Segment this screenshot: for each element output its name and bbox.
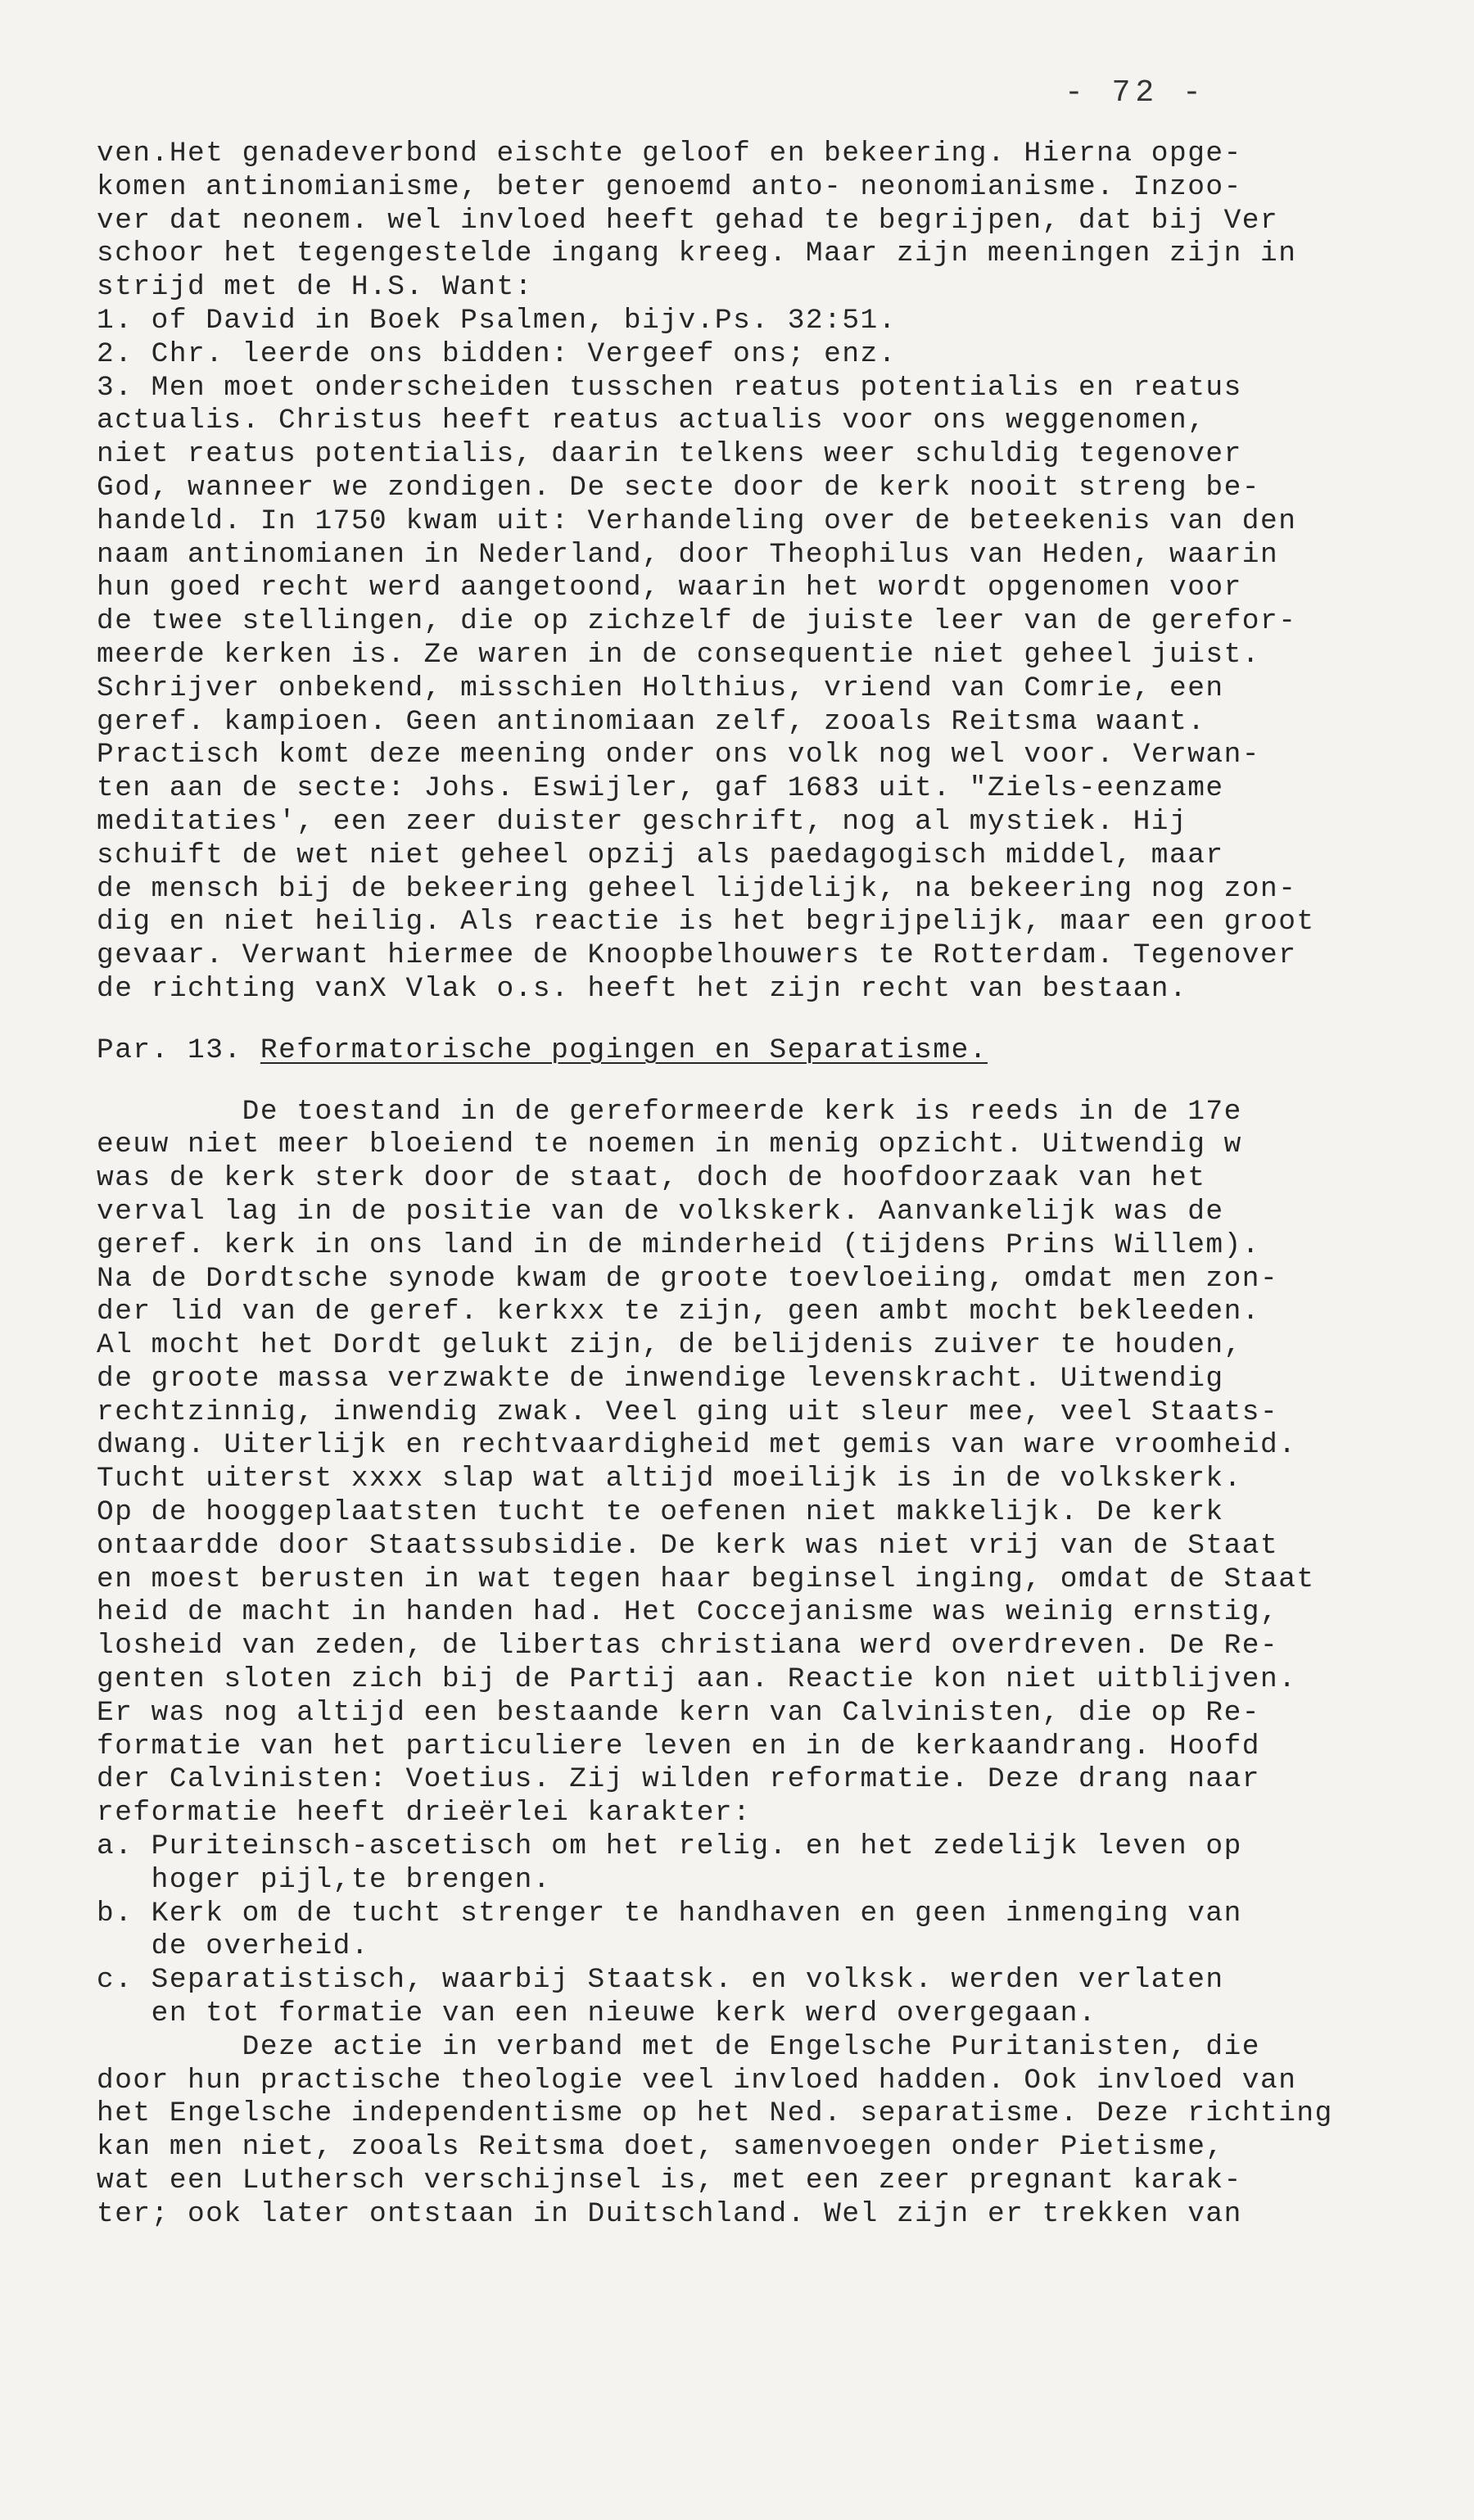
text-line: gevaar. Verwant hiermee de Knoopbelhouwers te Rotterdam. Tegenover [97,939,1297,972]
body-text [97,138,1423,2232]
text-line: Deze actie in verband met de Engelsche Puritanisten, die [97,2030,1261,2063]
text-line: en moest berusten in wat tegen haar beginsel inging, omdat de Staat [97,1563,1315,1595]
paragraph-antinomianism [97,138,1423,1007]
text-line: Schrijver onbekend, misschien Holthius, vriend van Comrie, een [97,672,1224,704]
text-line: was de kerk sterk door de staat, doch de hoofdoorzaak van het [97,1162,1206,1195]
text-line: heid de macht in handen had. Het Coccejanisme was weinig ernstig, [97,1596,1279,1629]
text-line: God, wanneer we zondigen. De secte door de kerk nooit streng be- [97,471,1261,504]
text-line: Na de Dordtsche synode kwam de groote toevloeiing, omdat men zon- [97,1262,1279,1295]
text-line: meditaties', een zeer duister geschrift, nog al mystiek. Hij [97,805,1188,838]
text-line: 1. of David in Boek Psalmen, bijv.Ps. 32:51. [97,304,897,337]
text-line: a. Puriteinsch-ascetisch om het relig. en het zedelijk leven op [97,1830,1242,1863]
text-line: formatie van het particuliere leven en in de kerkaandrang. Hoofd [97,1730,1261,1762]
text-line: losheid van zeden, de libertas christiana werd overdreven. De Re- [97,1630,1279,1663]
text-line: rechtzinnig, inwendig zwak. Veel ging uit sleur mee, veel Staats- [97,1396,1279,1428]
text-line: de groote massa verzwakte de inwendige levenskracht. Uitwendig [97,1362,1224,1395]
section-label: Par. 13. [97,1034,242,1066]
text-line: ten aan de secte: Johs. Eswijler, gaf 1683 uit. "Ziels-eenzame [97,772,1224,805]
text-line: schuift de wet niet geheel opzij als paedagogisch middel, maar [97,839,1224,871]
text-line: de twee stellingen, die op zichzelf de juiste leer van de gerefor- [97,605,1297,638]
text-line: de mensch bij de bekeering geheel lijdelijk, na bekeering nog zon- [97,872,1297,905]
text-line: der lid van de geref. kerkxx te zijn, geen ambt mocht bekleeden. [97,1296,1261,1328]
text-line: niet reatus potentialis, daarin telkens weer schuldig tegenover [97,438,1242,471]
text-line: Al mocht het Dordt gelukt zijn, de belijdenis zuiver te houden, [97,1329,1242,1362]
text-line: der Calvinisten: Voetius. Zij wilden reformatie. Deze drang naar [97,1763,1261,1796]
page-number: - 72 - [1065,75,1206,111]
text-line: hoger pijl,te brengen. [97,1863,552,1896]
text-line: dig en niet heilig. Als reactie is het begrijpelijk, maar een groot [97,906,1315,939]
text-line: Tucht uiterst xxxx slap wat altijd moeilijk is in de volkskerk. [97,1463,1242,1495]
text-line: verval lag in de positie van de volkskerk. Aanvankelijk was de [97,1195,1224,1228]
text-line: strijd met de H.S. Want: [97,271,533,304]
text-line: door hun practische theologie veel invloed hadden. Ook invloed van [97,2064,1297,2097]
text-line: komen antinomianisme, beter genoemd anto- neonomianisme. Inzoo- [97,170,1242,203]
text-line: naam antinomianen in Nederland, door Theophilus van Heden, waarin [97,538,1279,571]
text-line: en tot formatie van een nieuwe kerk werd overgegaan. [97,1997,1097,2030]
text-line: geref. kerk in ons land in de minderheid (tijdens Prins Willem). [97,1228,1261,1261]
text-line: ontaardde door Staatssubsidie. De kerk was niet vrij van de Staat [97,1529,1279,1562]
text-line: Er was nog altijd een bestaande kern van Calvinisten, die op Re- [97,1696,1261,1729]
text-line: kan men niet, zooals Reitsma doet, samenvoegen onder Pietisme, [97,2131,1224,2164]
text-line: ver dat neonem. wel invloed heeft gehad te begrijpen, dat bij Ver [97,204,1279,237]
text-line: reformatie heeft drieërlei karakter: [97,1797,752,1830]
text-line: schoor het tegengestelde ingang kreeg. Maar zijn meeningen zijn in [97,238,1297,270]
text-line: genten sloten zich bij de Partij aan. Reactie kon niet uitblijven. [97,1663,1297,1696]
text-line: meerde kerken is. Ze waren in de consequentie niet geheel juist. [97,638,1261,671]
section-title: Reformatorische pogingen en Separatisme. [260,1034,988,1066]
text-line: actualis. Christus heeft reatus actualis voor ons weggenomen, [97,405,1206,437]
text-line: de richting vanX Vlak o.s. heeft het zijn recht van bestaan. [97,972,1188,1005]
text-line: De toestand in de gereformeerde kerk is reeds in de 17e [97,1095,1242,1128]
text-line: hun goed recht werd aangetoond, waarin het wordt opgenomen voor [97,572,1242,604]
text-line: dwang. Uiterlijk en rechtvaardigheid met gemis van ware vroomheid. [97,1429,1297,1462]
text-line: het Engelsche independentisme op het Ned. separatisme. Deze richting [97,2097,1333,2130]
text-line: wat een Luthersch verschijnsel is, met een zeer pregnant karak- [97,2165,1242,2197]
text-line: Op de hooggeplaatsten tucht te oefenen niet makkelijk. De kerk [97,1496,1224,1529]
text-line: eeuw niet meer bloeiend te noemen in menig opzicht. Uitwendig w [97,1129,1242,1161]
text-line: geref. kampioen. Geen antinomiaan zelf, zooals Reitsma waant. [97,705,1206,738]
text-line: ter; ook later ontstaan in Duitschland. Wel zijn er trekken van [97,2197,1242,2230]
section-gap [97,1068,1423,1096]
text-line: b. Kerk om de tucht strenger te handhaven en geen inmenging van [97,1897,1242,1930]
text-line: c. Separatistisch, waarbij Staatsk. en volksk. werden verlaten [97,1964,1224,1997]
text-line: de overheid. [97,1930,370,1963]
text-line: 2. Chr. leerde ons bidden: Vergeef ons; enz. [97,337,897,370]
section-gap [97,1007,1423,1034]
text-line: Practisch komt deze meening onder ons volk nog wel voor. Verwan- [97,739,1261,771]
text-line: 3. Men moet onderscheiden tusschen reatus potentialis en reatus [97,371,1242,404]
text-line: ven.Het genadeverbond eischte geloof en bekeering. Hierna opge- [97,138,1242,170]
paragraph-reformation [97,1096,1423,2232]
section-heading [97,1034,1423,1068]
text-line: handeld. In 1750 kwam uit: Verhandeling over de beteekenis van den [97,504,1297,537]
